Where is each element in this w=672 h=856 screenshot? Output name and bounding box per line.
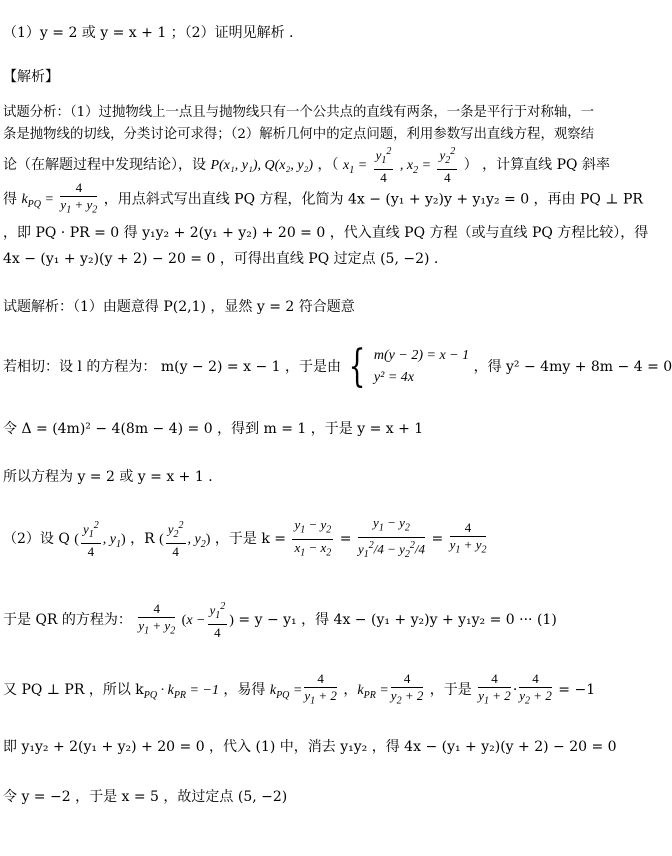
solution-line-2 bbox=[3, 341, 672, 392]
analysis-text: ，计算直线 PQ 斜率 bbox=[482, 156, 610, 173]
solution-line-7: 又 PQ ⊥ PR ，所以 $k_{PQ} \cdot k_{PR} = -1$ ，易得 $k_{PQ}$ = $\frac{4}{y_1 + 2}$ ，$k_{PR}$ = $\frac{4}{y_2 + 2}$ ，于是 $\frac{4}{y_1 + 2}$ · $\frac{4}{y_2 + 2}$ = −1 bbox=[3, 670, 626, 710]
solution-text: ，于是 bbox=[429, 682, 472, 698]
analysis-line-1: 试题分析：（1）过抛物线上一点且与抛物线只有一个公共点的直线有两条，一条是平行于对称轴，一 bbox=[3, 105, 595, 120]
solution-text: 若相切：设 l 的方程为： m(y − 2) = x − 1 ，于是由 bbox=[3, 359, 341, 375]
solution-line-1: 试题解析：（1）由题意得 P(2,1) ，显然 y = 2 符合题意 bbox=[3, 299, 355, 315]
fraction: $\frac{y_1 - y_2}{x_1 - x_2}$ bbox=[294, 516, 332, 559]
analysis-text: 得 bbox=[3, 191, 17, 208]
points-definition: P(x₁, y₁), Q(x₂, y₂) bbox=[210, 157, 314, 173]
analysis-text: ，（ bbox=[317, 156, 339, 173]
analysis-line-2: 条是抛物线的切线，分类讨论可求得；（2）解析几何中的定点问题，利用参数写出直线方程，观察结 bbox=[3, 127, 595, 142]
equation-system bbox=[374, 345, 469, 389]
fraction: $\frac{y_2^2}{4}$ bbox=[439, 146, 456, 185]
solution-text: 于是 QR 的方程为： bbox=[3, 612, 132, 628]
solution-text: ，于是 k = bbox=[214, 531, 287, 547]
fraction: $\frac{4}{y_2 + 2}$ bbox=[390, 670, 424, 707]
analysis-text: 论（在解题过程中发现结论），设 bbox=[3, 156, 206, 173]
analysis-line-4: 得 $k_{PQ}$ = $\frac{4}{y_1 + y_2}$ ，用点斜式写出直线 PQ 方程，化简为 4x − (y₁ + y₂)y + y₁y₂ = 0 ，再由 PQ ⊥ PR bbox=[3, 180, 626, 214]
fraction: $\frac{y_1^2}{4}$ bbox=[82, 520, 99, 559]
solution-line-8: 即 y₁y₂ + 2(y₁ + y₂) + 20 = 0 ，代入 (1) 中，消去 y₁y₂ ，得 4x − (y₁ + y₂)(y + 2) − 20 = 0 bbox=[3, 739, 617, 755]
solution-text: ，R bbox=[130, 531, 155, 547]
slope-fraction: $\frac{4}{y_1 + y_2}$ bbox=[60, 180, 98, 216]
solution-line-4: 所以方程为 y = 2 或 y = x + 1 . bbox=[3, 469, 213, 485]
fraction: $\frac{y_2^2}{4}$ bbox=[167, 520, 184, 559]
solution-text: = −1 bbox=[558, 682, 596, 698]
answer-line: （1）y = 2 或 y = x + 1 ；（2）证明见解析 . bbox=[3, 25, 294, 41]
analysis-line-5: ，即 PQ · PR = 0 得 y₁y₂ + 2(y₁ + y₂) + 20 = 0 ，代入直线 PQ 方程（或与直线 PQ 方程比较），得 bbox=[3, 225, 649, 241]
fraction: $\frac{4}{y_1 + 2}$ bbox=[304, 670, 337, 707]
fraction: $\frac{4}{y_1 + 2}$ bbox=[478, 670, 511, 707]
system-brace: { bbox=[349, 341, 366, 392]
section-heading: 【解析】 bbox=[3, 69, 59, 85]
analysis-line-3: 论（在解题过程中发现结论），设 P(x₁, y₁), Q(x₂, y₂) ，（ $x_1$ = $\frac{y_1^2}{4}$ , $x_2$ = $\frac{y_2^2}{4}$ ） ，计算直线 PQ 斜率 bbox=[3, 146, 610, 185]
system-eq-2: y² = 4x bbox=[373, 370, 414, 385]
solution-line-9: 令 y = −2 ，于是 x = 5 ，故过定点 (5, −2) bbox=[3, 789, 288, 805]
solution-line-5: （2）设 Q ( $\frac{y_1^2}{4}$ , $y_1$) ，R ( $\frac{y_2^2}{4}$ , $y_2$) ，于是 k = $\frac{y_1 - y_2}{x_1 - x_2}$ = $\frac{y_1 - y_2}{y_1^2/4 - y_2^2/4}$ = $\frac{4}{y_1 + y_2}$ bbox=[3, 512, 626, 566]
fraction: $\frac{4}{y_2 + 2}$ bbox=[519, 670, 552, 707]
x-definition: $x_1$ = bbox=[343, 157, 368, 176]
solution-text: 又 PQ ⊥ PR ，所以 k bbox=[3, 682, 144, 698]
analysis-text: ，用点斜式写出直线 PQ 方程，化简为 4x − (y₁ + y₂)y + y₁y₂ = 0 ，再由 PQ ⊥ PR bbox=[103, 191, 643, 208]
solution-text: ，得 y² − 4my + 8m − 4 = 0 bbox=[473, 359, 672, 375]
fraction: $\frac{y_1 - y_2}{y_1^2/4 - y_2^2/4}$ bbox=[357, 515, 425, 560]
solution-text: ，易得 bbox=[223, 682, 266, 698]
fraction: $\frac{y_1^2}{4}$ bbox=[375, 146, 392, 185]
solution-line-6: 于是 QR 的方程为： $\frac{4}{y_1 + y_2}$ (x − $\frac{y_1^2}{4}$ ) = y − y₁ ，得 4x − (y₁ + y₂)y + y₁y₂ = 0 ··· (1) bbox=[3, 600, 557, 640]
solution-line-3: 令 Δ = (4m)² − 4(8m − 4) = 0 ，得到 m = 1 ，于是 y = x + 1 bbox=[3, 421, 424, 437]
fraction: $\frac{4}{y_1 + y_2}$ bbox=[138, 600, 176, 637]
analysis-line-6: 4x − (y₁ + y₂)(y + 2) − 20 = 0 ，可得出直线 PQ 过定点 (5, −2) . bbox=[3, 251, 439, 267]
fraction: $\frac{y_1^2}{4}$ bbox=[209, 601, 226, 640]
fraction: $\frac{4}{y_1 + y_2}$ bbox=[449, 519, 487, 556]
system-eq-1: m(y − 2) = x − 1 bbox=[373, 348, 470, 363]
solution-text: = y − y₁ ，得 4x − (y₁ + y₂)y + y₁y₂ = 0 ··· (1) bbox=[238, 612, 557, 628]
solution-text: （2）设 Q bbox=[3, 531, 70, 547]
